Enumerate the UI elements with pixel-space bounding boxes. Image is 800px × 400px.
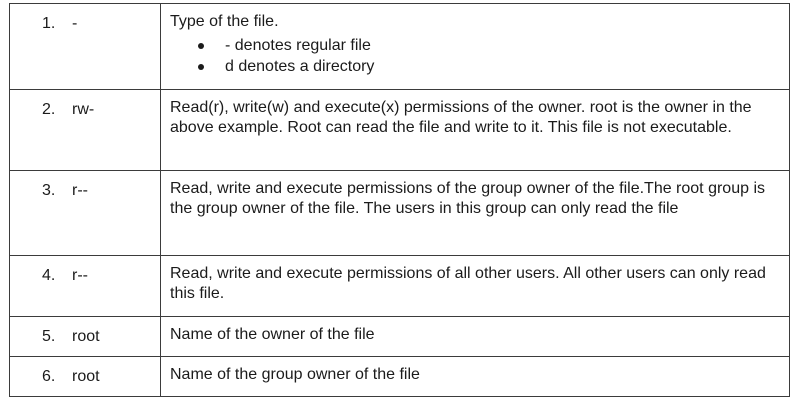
field-cell — [10, 171, 161, 255]
file-permissions-table — [9, 3, 790, 397]
description-text: Read, write and execute permissions of the group owner of the file.The root group is the group owner of the file. The users in this group can only read the file — [170, 180, 765, 217]
field-value: - — [72, 15, 78, 32]
description-text: Name of the group owner of the file — [170, 366, 420, 383]
field-cell — [10, 256, 161, 316]
row-number: 3. — [42, 182, 56, 199]
bullet-item — [170, 56, 779, 77]
description-cell — [161, 317, 789, 356]
bullet-text: - denotes regular file — [225, 37, 371, 54]
field-cell — [10, 357, 161, 396]
bullet-text: d denotes a directory — [225, 58, 375, 75]
description-cell — [161, 4, 789, 89]
description-cell — [161, 357, 789, 396]
bullet-list — [170, 35, 779, 77]
table-row — [10, 317, 789, 357]
table-row — [10, 256, 789, 317]
description-text: Name of the owner of the file — [170, 326, 375, 343]
table-row — [10, 90, 789, 171]
description-cell — [161, 256, 789, 316]
row-number: 1. — [42, 15, 56, 32]
field-value: root — [72, 368, 100, 385]
field-value: r-- — [72, 182, 88, 199]
description-text: Read(r), write(w) and execute(x) permissions of the owner. root is the owner in the above example. Root can read the file and write to it. This file is not executable. — [170, 99, 752, 136]
field-value: rw- — [72, 101, 95, 118]
field-cell — [10, 90, 161, 170]
table-row — [10, 171, 789, 256]
field-cell — [10, 4, 161, 89]
row-number: 6. — [42, 368, 56, 385]
field-value: root — [72, 328, 100, 345]
table-row — [10, 357, 789, 396]
field-cell — [10, 317, 161, 356]
description-cell — [161, 90, 789, 170]
field-value: r-- — [72, 267, 88, 284]
bullet-item — [170, 35, 779, 56]
row-number: 4. — [42, 267, 56, 284]
row-number: 2. — [42, 101, 56, 118]
description-cell — [161, 171, 789, 255]
table-row — [10, 4, 789, 90]
description-text: Read, write and execute permissions of all other users. All other users can only read this file. — [170, 265, 766, 302]
description-text: Type of the file. — [170, 13, 279, 30]
row-number: 5. — [42, 328, 56, 345]
